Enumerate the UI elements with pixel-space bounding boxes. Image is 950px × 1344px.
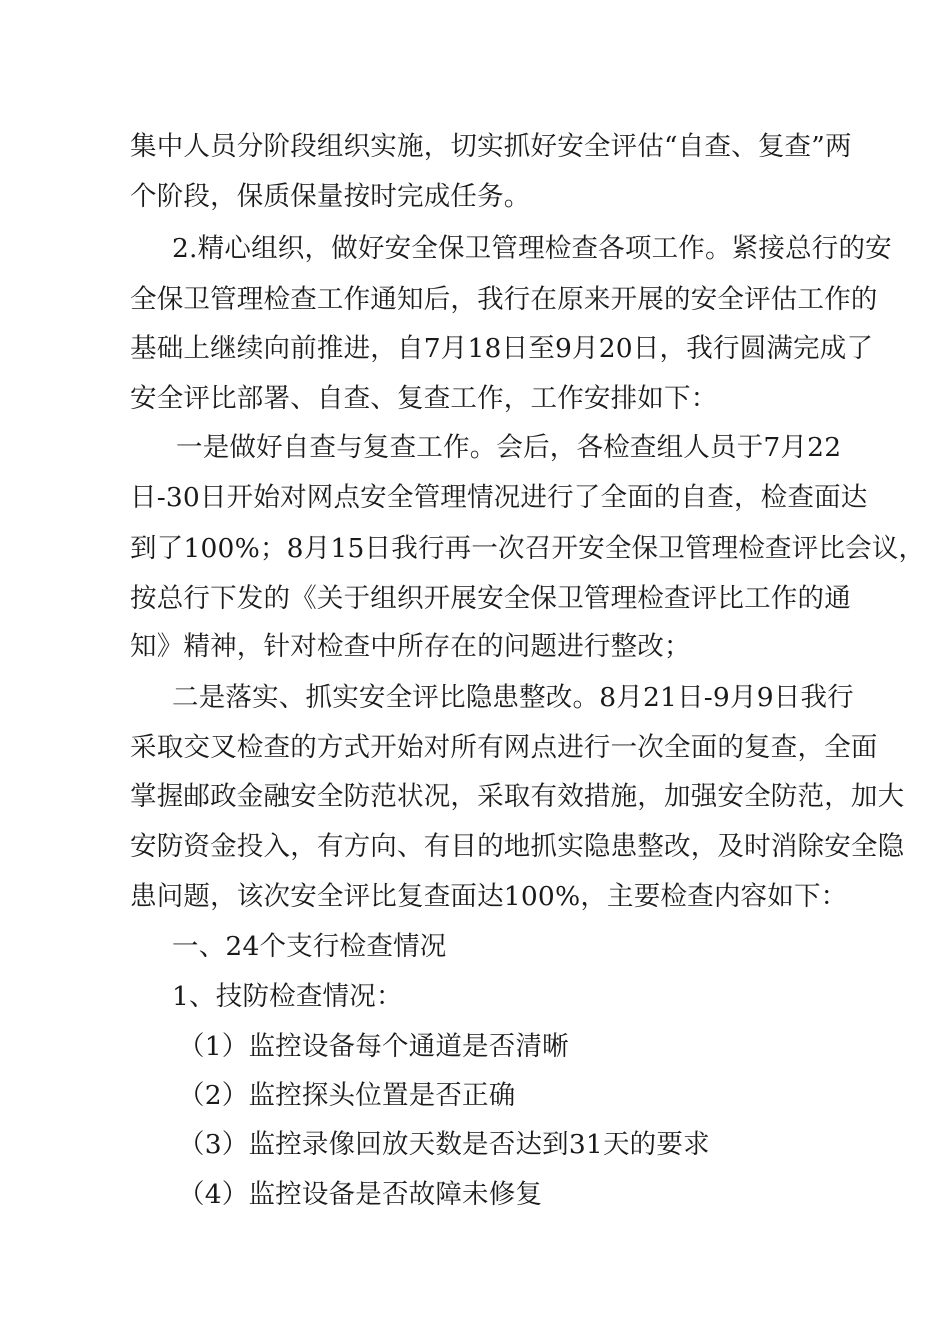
text-line: 采取交叉检查的方式开始对所有网点进行一次全面的复查，全面 [130,732,878,763]
text-line: 按总行下发的《关于组织开展安全保卫管理检查评比工作的通 [130,583,851,614]
text-line: 一是做好自查与复查工作。会后，各检查组人员于7月22 [176,432,842,463]
text-line: 全保卫管理检查工作通知后，我行在原来开展的安全评估工作的 [130,284,878,315]
list-item: （3）监控录像回放天数是否达到31天的要求 [178,1129,710,1160]
section-heading: 一、24个支行检查情况 [172,931,447,962]
text-line: 日-30日开始对网点安全管理情况进行了全面的自查，检查面达 [130,482,868,513]
text-line: 到了100%；8月15日我行再一次召开安全保卫管理检查评比会议， [130,533,926,564]
subsection-heading: 1、技防检查情况： [172,981,403,1012]
text-line: 安全评比部署、自查、复查工作，工作安排如下： [130,383,718,414]
text-line: 个阶段，保质保量按时完成任务。 [130,181,531,212]
text-line: 2.精心组织，做好安全保卫管理检查各项工作。紧接总行的安 [172,233,892,264]
text-line: 基础上继续向前推进，自7月18日至9月20日，我行圆满完成了 [130,333,874,364]
text-line: 知》精神，针对检查中所存在的问题进行整改； [130,631,691,662]
list-item: （4）监控设备是否故障未修复 [178,1179,543,1210]
list-item: （2）监控探头位置是否正确 [178,1080,516,1111]
text-line: 掌握邮政金融安全防范状况，采取有效措施，加强安全防范，加大 [130,781,905,812]
list-item: （1）监控设备每个通道是否清晰 [178,1031,569,1062]
text-line: 患问题，该次安全评比复查面达100%，主要检查内容如下： [130,881,848,912]
text-line: 二是落实、抓实安全评比隐患整改。8月21日-9月9日我行 [172,682,854,713]
text-line: 集中人员分阶段组织实施，切实抓好安全评估“自查、复查”两 [130,131,852,162]
text-line: 安防资金投入，有方向、有目的地抓实隐患整改，及时消除安全隐 [130,831,905,862]
